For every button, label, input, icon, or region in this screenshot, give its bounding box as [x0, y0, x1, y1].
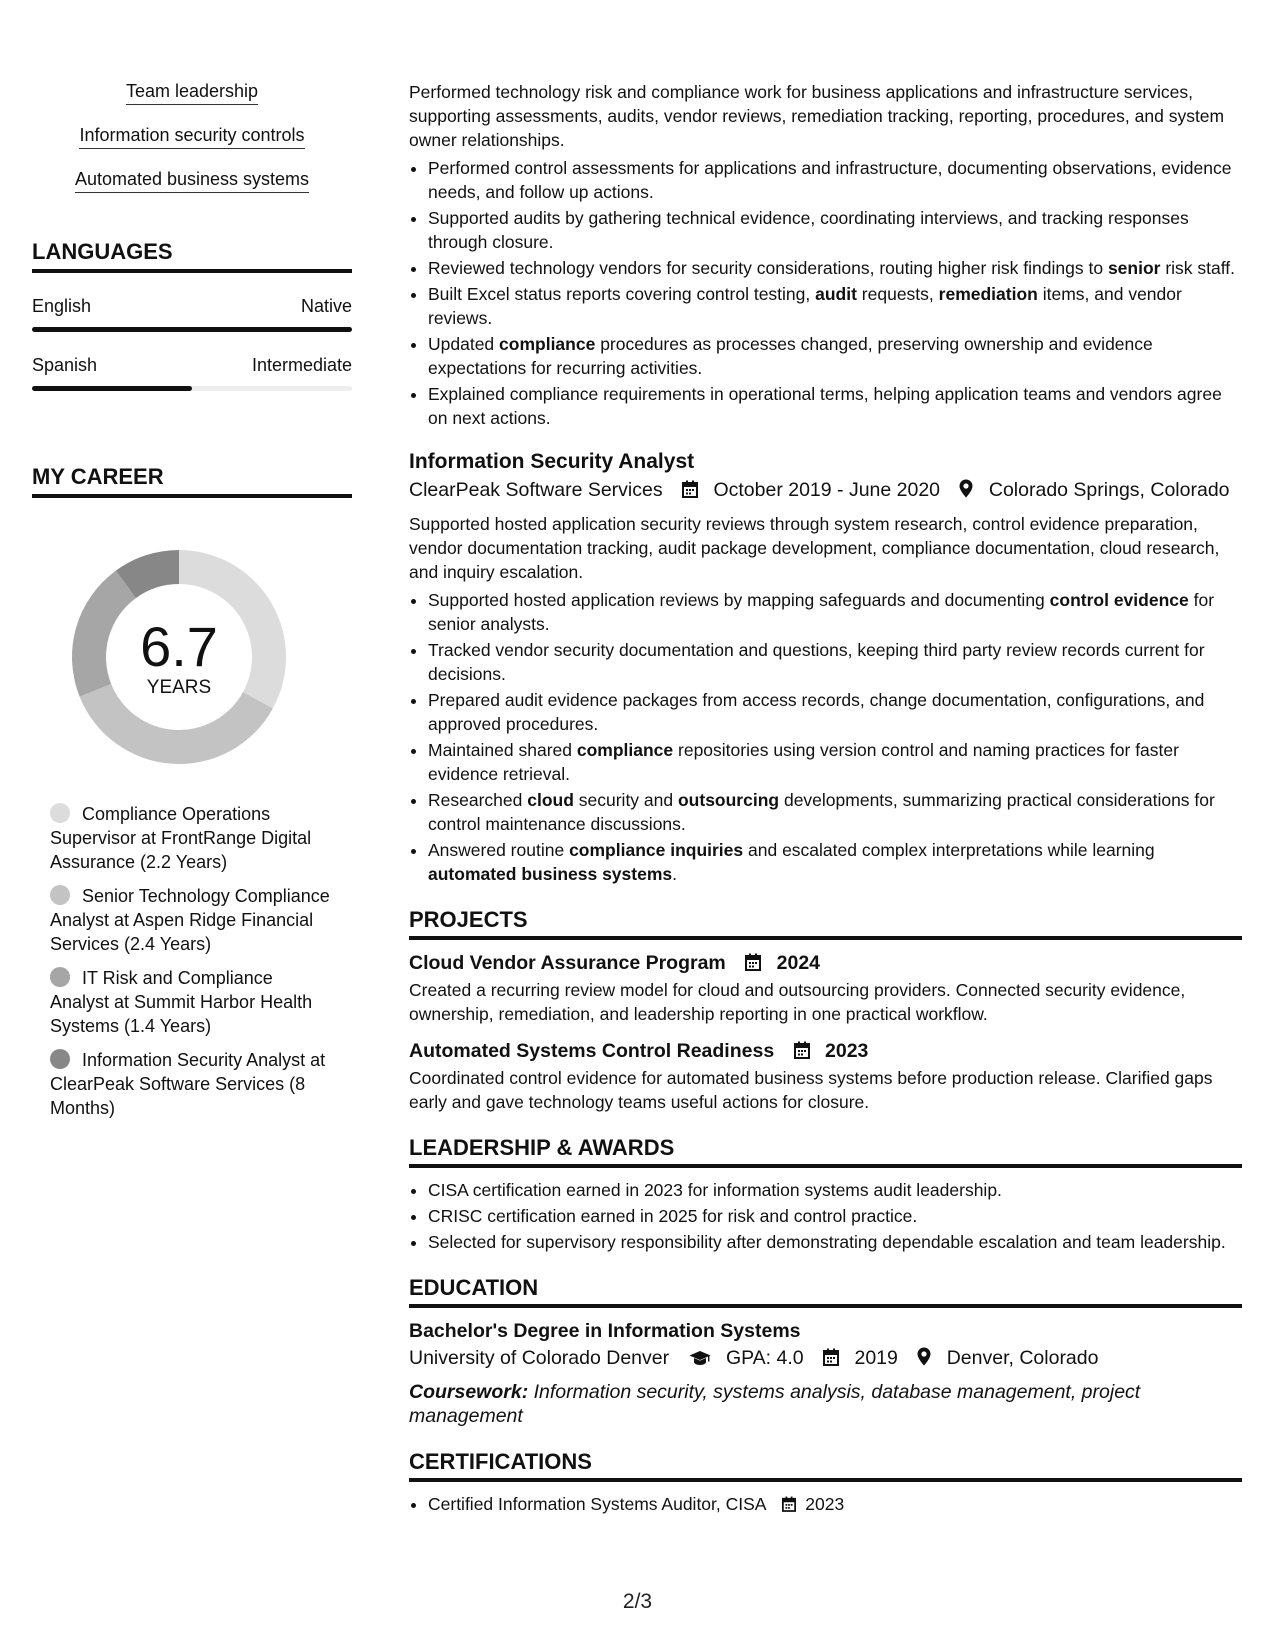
- bullet-item: • Supported hosted application reviews by mapping safeguards and documenting control evidence for senior analysts.: [428, 588, 1242, 636]
- leadership-item: • CRISC certification earned in 2025 for risk and control practice.: [428, 1204, 1242, 1228]
- career-legend-label: Compliance Operations Supervisor at FrontRange Digital Assurance (2.2 Years): [50, 804, 312, 872]
- bullet-item: • Built Excel status reports covering control testing, audit requests, remediation items, and vendor reviews.: [428, 282, 1242, 330]
- job-location: Colorado Springs, Colorado: [988, 479, 1230, 501]
- language-proficiency-fill: [32, 386, 192, 391]
- job-meta: [409, 476, 1242, 506]
- calendar-icon: [745, 952, 761, 978]
- bullet-item: • Prepared audit evidence packages from access records, change documentation, configurations, and approved procedures.: [428, 688, 1242, 736]
- career-donut-chart: [64, 542, 294, 772]
- project-description: Coordinated control evidence for automated business systems before production release. Clarified gaps early and gave technology teams useful actions for closure.: [409, 1068, 1213, 1112]
- project-entry: [409, 1038, 1242, 1114]
- leadership-heading: LEADERSHIP & AWARDS: [409, 1134, 1242, 1168]
- education-heading: EDUCATION: [409, 1274, 1242, 1308]
- legend-dot: [50, 1049, 70, 1069]
- language-level: Intermediate: [251, 355, 352, 375]
- bullet-item: • Tracked vendor security documentation and questions, keeping third party review records current for decisions.: [428, 638, 1242, 686]
- coursework-text: Information security, systems analysis, database management, project management: [409, 1381, 1141, 1427]
- certifications-heading: CERTIFICATIONS: [409, 1448, 1242, 1482]
- certification-name: Certified Information Systems Auditor, CISA: [428, 1494, 766, 1514]
- skill-item: Team leadership: [126, 80, 258, 105]
- calendar-icon: [823, 1346, 839, 1374]
- education-degree: Bachelor's Degree in Information Systems: [409, 1320, 801, 1342]
- calendar-icon: [682, 478, 698, 506]
- language-entry: [32, 354, 352, 391]
- career-legend-label: IT Risk and Compliance Analyst at Summit Harbor Health Systems (1.4 Years): [50, 968, 313, 1036]
- job-bullets: [409, 588, 1242, 886]
- legend-dot: [50, 803, 70, 823]
- education-coursework: [409, 1380, 1242, 1428]
- main-content: [409, 80, 1242, 1520]
- language-proficiency-fill: [32, 327, 352, 332]
- career-total-unit: YEARS: [146, 677, 212, 698]
- career-legend-label: Senior Technology Compliance Analyst at Aspen Ridge Financial Services (2.4 Years): [50, 886, 330, 954]
- certification-item: [428, 1492, 1242, 1518]
- project-title: Cloud Vendor Assurance Program: [409, 952, 726, 974]
- career-legend-item: [50, 802, 335, 874]
- project-description: Created a recurring review model for cloud and outsourcing providers. Connected security evidence, ownership, remediation, and leadership reporting in one practical workflow.: [409, 980, 1186, 1024]
- project-entry: [409, 950, 1242, 1026]
- education-gpa: GPA: 4.0: [725, 1347, 804, 1369]
- page-number: 2/3: [622, 1590, 653, 1613]
- languages-heading: LANGUAGES: [32, 238, 352, 273]
- sidebar: [32, 80, 352, 1130]
- bullet-item: • Performed control assessments for applications and infrastructure, documenting observations, evidence needs, and follow up actions.: [428, 156, 1242, 204]
- job-title: Information Security Analyst: [409, 450, 695, 473]
- map-pin-icon: [917, 1346, 931, 1374]
- coursework-label: Coursework:: [409, 1381, 529, 1403]
- career-heading: MY CAREER: [32, 463, 352, 498]
- map-pin-icon: [959, 478, 973, 506]
- legend-dot: [50, 885, 70, 905]
- project-year: 2024: [776, 952, 821, 974]
- language-name: English: [32, 296, 92, 316]
- bullet-item: • Reviewed technology vendors for security considerations, routing higher risk findings to senior risk staff.: [428, 256, 1242, 280]
- legend-dot: [50, 967, 70, 987]
- education-year: 2019: [854, 1347, 898, 1369]
- career-total-value: 6.7: [140, 615, 218, 678]
- previous-job-summary: Performed technology risk and compliance work for business applications and infrastructure services, supporting assessments, audits, vendor reviews, remediation tracking, reporting, procedures, and system owner relationships.: [409, 82, 1225, 150]
- bullet-item: • Explained compliance requirements in operational terms, helping application teams and vendors agree on next actions.: [428, 382, 1242, 430]
- leadership-item: • CISA certification earned in 2023 for information systems audit leadership.: [428, 1178, 1242, 1202]
- certifications-list: [409, 1492, 1242, 1518]
- calendar-icon: [782, 1494, 796, 1518]
- certification-year: 2023: [805, 1494, 845, 1514]
- skill-item: Information security controls: [79, 124, 304, 149]
- language-name: Spanish: [32, 355, 98, 375]
- job-dates: October 2019 - June 2020: [713, 479, 941, 501]
- project-title: Automated Systems Control Readiness: [409, 1040, 775, 1062]
- calendar-icon: [794, 1040, 810, 1066]
- career-legend-item: [50, 1048, 335, 1120]
- bullet-item: • Updated compliance procedures as processes changed, preserving ownership and evidence expectations for recurring activities.: [428, 332, 1242, 380]
- graduation-cap-icon: [689, 1346, 711, 1374]
- bullet-item: • Answered routine compliance inquiries and escalated complex interpretations while learning automated business systems.: [428, 838, 1242, 886]
- language-level: Native: [300, 296, 352, 316]
- job-company: ClearPeak Software Services: [409, 479, 663, 501]
- bullet-item: • Maintained shared compliance repositories using version control and naming practices for faster evidence retrieval.: [428, 738, 1242, 786]
- job-summary: Supported hosted application security reviews through system research, control evidence preparation, vendor documentation tracking, audit package development, compliance documentation, cloud research, and inquiry escalation.: [409, 514, 1220, 582]
- bullet-item: • Researched cloud security and outsourcing developments, summarizing practical considerations for control maintenance discussions.: [428, 788, 1242, 836]
- skill-item: Automated business systems: [75, 168, 309, 193]
- leadership-item: • Selected for supervisory responsibility after demonstrating dependable escalation and team leadership.: [428, 1230, 1242, 1254]
- career-legend-label: Information Security Analyst at ClearPeak Software Services (8 Months): [50, 1050, 326, 1118]
- language-entry: [32, 295, 352, 332]
- leadership-list: [409, 1178, 1242, 1254]
- project-year: 2023: [825, 1040, 869, 1062]
- career-legend-item: [50, 966, 335, 1038]
- career-legend: [50, 802, 335, 1120]
- previous-job-bullets: [409, 156, 1242, 430]
- language-proficiency-bar: [32, 386, 352, 391]
- education-meta: [409, 1344, 1242, 1374]
- language-proficiency-bar: [32, 327, 352, 332]
- career-legend-item: [50, 884, 335, 956]
- projects-heading: PROJECTS: [409, 906, 1242, 940]
- education-location: Denver, Colorado: [946, 1347, 1099, 1369]
- skill-list: [32, 80, 352, 212]
- education-school: University of Colorado Denver: [409, 1347, 670, 1369]
- bullet-item: • Supported audits by gathering technical evidence, coordinating interviews, and tracking responses through closure.: [428, 206, 1242, 254]
